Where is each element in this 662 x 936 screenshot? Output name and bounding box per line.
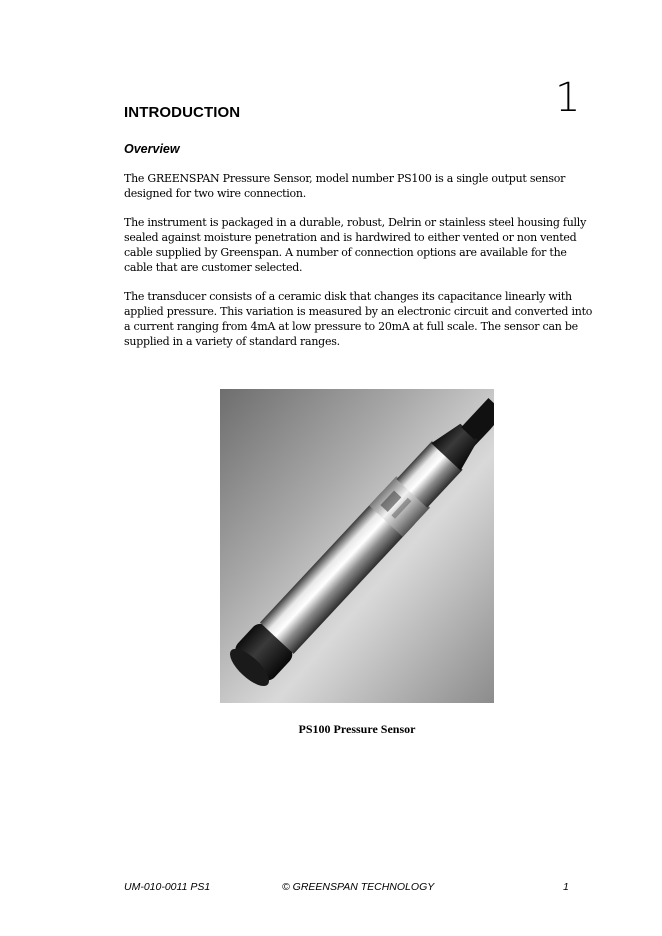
- sensor-photo: [220, 389, 494, 703]
- footer-copyright: © GREENSPAN TECHNOLOGY: [282, 881, 435, 893]
- footer-page-number: 1: [563, 881, 569, 893]
- figure-caption: PS100 Pressure Sensor: [298, 722, 416, 736]
- paragraph-3: The transducer consists of a ceramic disk that changes its capacitance linearly with applied pressure. This variation is measured by an electronic circuit and converted into a current ranging from 4mA at low pressure to 20mA at full scale. The sensor can be supplied in a variety of standard ranges.: [124, 290, 593, 348]
- chapter-number: 1: [555, 75, 581, 121]
- paragraph-1: The GREENSPAN Pressure Sensor, model number PS100 is a single output sensor designed for two wire connection.: [124, 172, 566, 200]
- paragraph-2: The instrument is packaged in a durable, robust, Delrin or stainless steel housing fully sealed against moisture penetration and is hardwired to either vented or non vented cable supplied by Greenspan. A number of connection options are available for the cable that are customer selected.: [124, 216, 587, 274]
- chapter-title: INTRODUCTION: [124, 104, 241, 121]
- section-heading: Overview: [124, 142, 180, 156]
- footer-doc-id: UM-010-0011 PS1: [124, 881, 211, 893]
